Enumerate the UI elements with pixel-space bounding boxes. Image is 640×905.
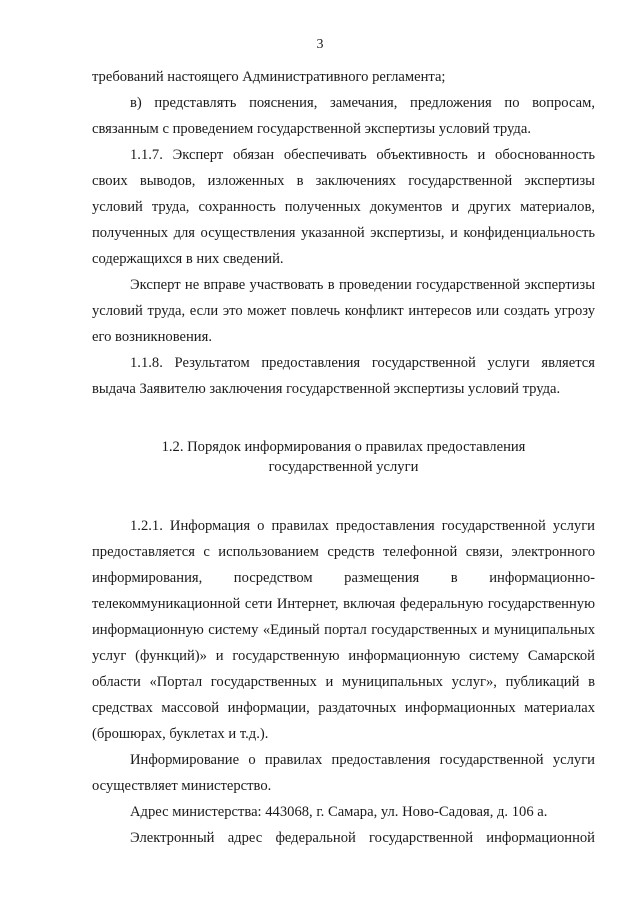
paragraph-electronic-address: Электронный адрес федеральной государственной информационной	[130, 830, 595, 846]
paragraph-1-1-8: 1.1.8. Результатом предоставления государственной услуги является выдача Заявителю заключения государственной экспертизы условий труда.	[92, 355, 595, 397]
paragraph-expert-restriction: Эксперт не вправе участвовать в проведении государственной экспертизы условий труда, если это может повлечь конфликт интересов или создать угрозу его возникновения.	[92, 277, 595, 345]
paragraph-address: Адрес министерства: 443068, г. Самара, ул. Ново-Садовая, д. 106 а.	[130, 804, 548, 820]
paragraph-informing: Информирование о правилах предоставления государственной услуги осуществляет министерство.	[92, 752, 595, 794]
section-heading-line-2: государственной услуги	[268, 459, 419, 475]
page-number: 3	[316, 37, 324, 52]
section-heading-1-2	[132, 437, 555, 477]
paragraph-continuation: требований настоящего Административного регламента;	[92, 69, 446, 85]
paragraph-1-2-1: 1.2.1. Информация о правилах предоставления государственной услуги предоставляется с использованием средств телефонной связи, электронного информирования, посредством размещения в информационно-телекоммуникационной сети Интернет, включая федеральную государственную информационную систему «Единый портал государственных и муниципальных услуг (функций)» и государственную информационную систему Самарской области «Портал государственных и муниципальных услуг», публикаций в средствах массовой информации, раздаточных информационных материалах (брошюрах, буклетах и т.д.).	[92, 518, 595, 742]
section-heading-line-1: 1.2. Порядок информирования о правилах предоставления	[161, 439, 526, 455]
paragraph-1-1-7: 1.1.7. Эксперт обязан обеспечивать объективность и обоснованность своих выводов, изложенных в заключениях государственной экспертизы условий труда, сохранность полученных документов и других материалов, полученных для осуществления указанной экспертизы, и конфиденциальность содержащихся в них сведений.	[92, 147, 595, 267]
document-body	[92, 64, 595, 851]
paragraph-item-v: в) представлять пояснения, замечания, предложения по вопросам, связанным с проведением государственной экспертизы условий труда.	[92, 95, 595, 137]
